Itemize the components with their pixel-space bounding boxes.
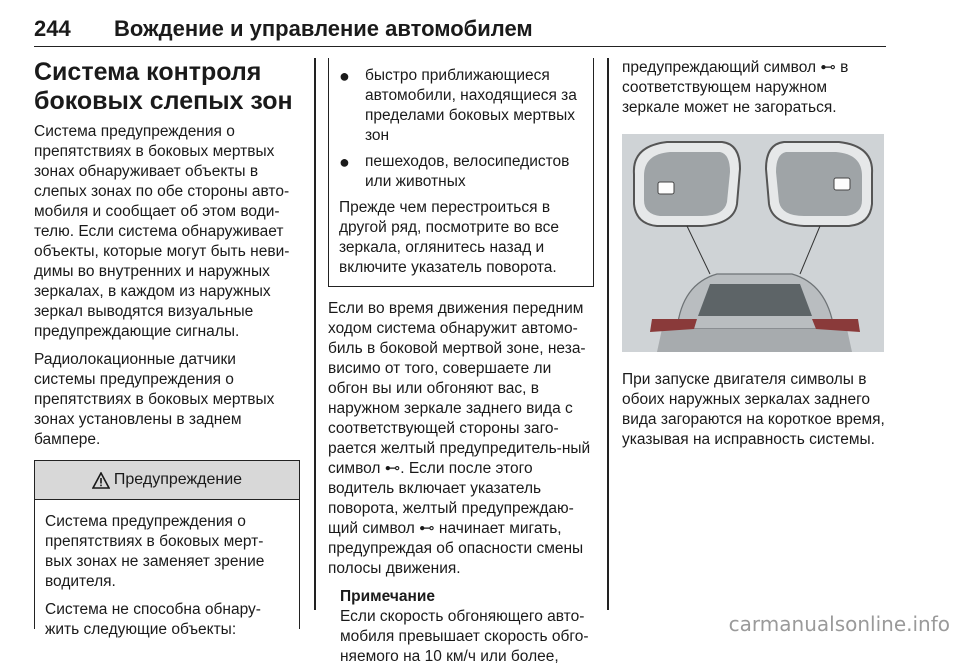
paragraph: Система предупреждения о препятствиях в боковых мерт-вых зонах не заменяет зрение водителя. xyxy=(45,513,265,590)
list-item: ● пешеходов, велосипедистов или животных xyxy=(339,152,583,192)
paragraph: Система не способна обнару-жить следующие объекты: xyxy=(45,601,261,638)
bullet-text: быстро приближающиеся автомобили, находящиеся за пределами боковых мертвых зон xyxy=(365,67,577,144)
left-mirror-icon xyxy=(634,142,740,226)
page-number: 244 xyxy=(34,16,71,41)
warning-body xyxy=(35,500,299,640)
paragraph: Система предупреждения о препятствиях в боковых мертвых зонах обнаруживает объекты в слепых зонах по обе стороны авто-мобиля и сообщает об этом води-телю. Если система обнаруживает объекты, которые могут быть неви-димы во внутренних и наружных зеркалах, в каждом из наружных зеркал выводятся визуальные предупреждающие сигналы. xyxy=(34,123,290,340)
list-item: ● быстро приближающиеся автомобили, находящиеся за пределами боковых мертвых зон xyxy=(339,66,583,146)
note-title: Примечание xyxy=(340,588,435,605)
paragraph: предупреждающий символ ⊷ в соответствующем наружном зеркале может не загораться. xyxy=(622,59,849,116)
warning-box xyxy=(34,460,300,638)
warning-title: Предупреждение xyxy=(113,471,243,488)
warning-header xyxy=(35,461,299,500)
watermark: carmanualsonline.info xyxy=(728,612,950,636)
column-divider xyxy=(314,58,316,610)
blind-spot-illustration xyxy=(622,134,884,352)
column-3 xyxy=(622,58,886,458)
paragraph: При запуске двигателя символы в обоих наружных зеркалах заднего вида загораются на короткое время, указывая на исправность системы. xyxy=(622,371,885,448)
right-mirror-icon xyxy=(766,142,872,226)
column-divider xyxy=(607,58,609,610)
section-title: Система контроля боковых слепых зон xyxy=(34,58,293,115)
bullet-text: пешеходов, велосипедистов или животных xyxy=(365,153,570,190)
column-2 xyxy=(328,66,594,667)
column-1 xyxy=(34,58,300,638)
warning-triangle-icon xyxy=(92,472,110,489)
paragraph: Если во время движения передним ходом система обнаружит автомо-биль в боковой мертвой зоне, неза-висимо от того, совершаете ли обгон вы или обгоняют вас, в наружном зеркале заднего вида с соответствующей стороны заго-рается желтый предупредитель-ный символ ⊷. Если после этого водитель включает указатель поворота, желтый предупреждаю-щий символ ⊷ начинает мигать, предупреждая об опасности смены полосы движения. xyxy=(328,300,591,577)
paragraph: Радиолокационные датчики системы предупреждения о препятствиях в боковых мертвых зонах установлены в заднем бампере. xyxy=(34,351,275,448)
warning-box-continued xyxy=(328,58,594,287)
paragraph: Прежде чем перестроиться в другой ряд, посмотрите во все зеркала, оглянитесь назад и включите указатель поворота. xyxy=(339,199,559,276)
note-body: Если скорость обгоняющего авто-мобиля превышает скорость обго-няемого на 10 км/ч или более, xyxy=(340,608,589,665)
page-header xyxy=(34,10,886,47)
running-title: Вождение и управление автомобилем xyxy=(114,16,533,41)
